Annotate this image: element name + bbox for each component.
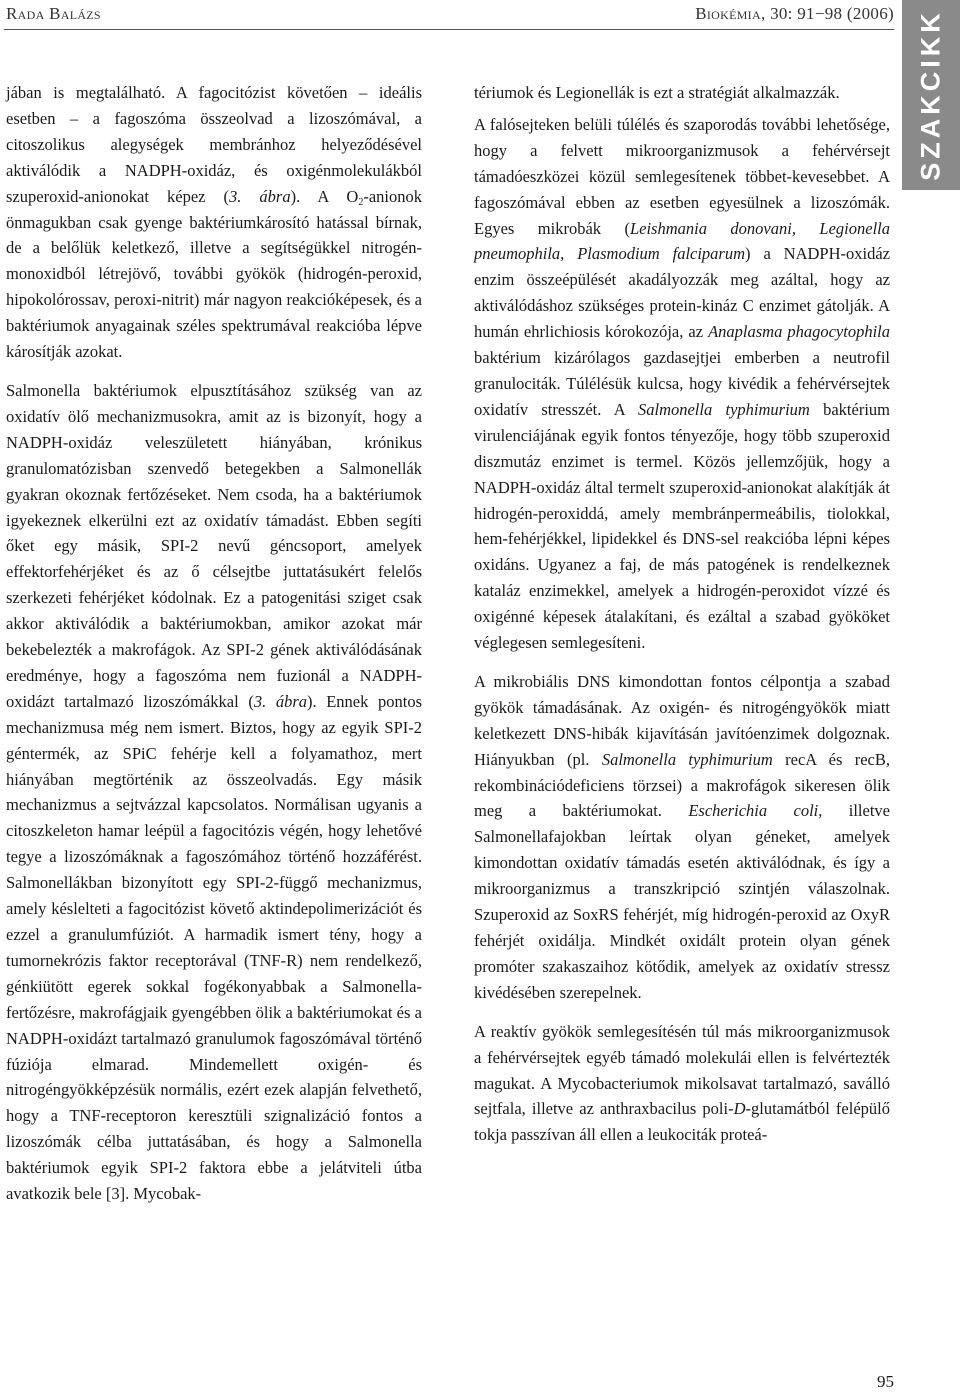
paragraph — [6, 80, 422, 365]
paragraph-text: illetve Salmonellafajokban leírtak olyan géneket, amelyek kimondottan oxidatív támadás esetén aktiválódnak, és így a mikroorganizmus a transzkripció szintjén válaszolnak. Szuperoxid az SoxRS fehérjét, míg hidrogén-peroxid az OxyR fehérjét oxidálja. Mindkét oxidált protein olyan gének promóter szakaszaihoz kötődik, amelyek az oxidatív stressz kivédésében szerepelnek. — [474, 801, 890, 1002]
paragraph-text: A falósejteken belüli túlélés és szaporodás további lehetősége, hogy a felvett mikroorganizmusok a fehérvérsejt támadóeszközei közül semlegesítenek többet-kevesebbet. A fagoszómával ebben az esetben egyesülnek a lizoszómák. Egyes mikrobák ( — [474, 114, 890, 238]
header-rule — [4, 29, 894, 30]
left-column — [6, 80, 422, 1207]
paragraph-text: A mikrobiális DNS kimondottan fontos célpontja a szabad gyökök támadásának. Az oxigén- és nitrogéngyökök miatt keletkezett DNS-hibák kijavításán javítóenzimek dolgoznak. Hiányukban (pl. — [474, 671, 890, 769]
paragraph-text: ). A O — [290, 186, 359, 206]
paragraph — [474, 80, 890, 106]
paragraph-text: tériumok és Legionellák is ezt a stratégiát alkalmazzák. — [474, 83, 840, 102]
species-name: Anaplasma phagocytophila — [708, 322, 890, 342]
species-name: Salmonella typhimurium — [637, 399, 810, 419]
stereo-prefix: D — [733, 1099, 746, 1119]
running-head-author: Rada Balázs — [6, 4, 101, 23]
species-names: Leishmania donovani, Legionella pneumophila, Plasmodium falciparum — [474, 218, 890, 264]
paragraph-text: recA és recB, rekombinációdeficiens törzsei) a makrofágok sikeresen ölik meg a baktériumokat. — [474, 749, 890, 821]
paragraph-text: -glutamátból felépülő tokja passzívan áll ellen a leukociták proteá- — [474, 1099, 890, 1145]
section-tab — [902, 0, 960, 190]
page-number: 95 — [877, 1372, 894, 1391]
subscript: 2 — [358, 196, 364, 208]
right-column — [474, 80, 890, 1148]
journal-volume: 30: 91−98 (2006) — [770, 4, 894, 23]
journal-name: Biokémia, — [695, 4, 766, 23]
paragraph-text: ). Ennek pontos mechanizmusa még nem ismert. Biztos, hogy az egyik SPI-2 géntermék, az SPiC fehérje kell a folyamathoz, mert hiányában megtörténik az összeolvadás. Egy másik mechanizmus a sejtvázzal kapcsolatos. Normálisan ugyanis a citoszkeleton hamar leépül a fagocitózis végén, hogy lehetővé tegye a lizoszómáknak a fagoszómához történő hozzáférést. Salmonellákban bizonyított egy SPI-2-függő mechanizmus, amely késlelteti a fagocitózist követő aktindepolimerizációt és ezzel a granulumfúziót. A harmadik ismert tény, hogy a tumornekrózis faktor receptorával (TNF-R) nem rendelkező, génkiütött egerek sokkal fogékonyabbak a Salmonella-fertőzésre, makrofágjaik gyengébben ölik a baktériumokat és a NADPH-oxidázt tartalmazó granulumok fagoszómával történő fúziója elmarad. Mindemellett oxigén- és nitrogéngyökképzésük normális, ezért ezek alapján felvethető, hogy a TNF-receptoron keresztüli szignalizáció fontos a lizoszómák célba juttatásában, és hogy a Salmonella baktériumok egyik SPI-2 faktora ebbe a jelátviteli útba avatkozik bele [3]. Mycobak- — [6, 691, 423, 1204]
paragraph-text: Salmonella baktériumok elpusztításához szükség van az oxidatív ölő mechanizmusokra, amit az is bizonyít, hogy a NADPH-oxidáz veleszületett hiányában, krónikus granulomatózisban szenvedő betegekben a Salmonellák gyakran okoznak fertőzéseket. Nem csoda, ha a baktériumok igyekeznek elkerülni ezt az oxidatív támadást. Ebben segíti őket egy másik, SPI-2 nevű géncsoport, amelyek effektorfehérjéket és az ő célsejtbe juttatásukért felelős szerkezeti fehérjéket kódolnak. Ez a patogenitási sziget csak akkor aktiválódik a baktériumokban, amikor azokat már bekebelezték a makrofágok. Az SPI-2 gének aktiválódásának eredménye, hogy a fagoszóma nem fuzionál a NADPH-oxidázt tartalmazó lizoszómákkal ( — [6, 380, 422, 711]
running-head-journal — [695, 4, 894, 24]
paragraph — [474, 669, 890, 1006]
paragraph — [6, 378, 422, 1207]
figure-reference: 3. ábra — [253, 691, 307, 711]
species-name: Salmonella typhimurium — [601, 749, 773, 769]
paragraph-text: baktérium kizárólagos gazdasejtjei emberben a neutrofil granulociták. Túlélésük kulcsa, hogy kivédik a fehérvérsejtek oxidatív stresszét. A — [474, 348, 890, 419]
paragraph — [474, 1019, 890, 1149]
paragraph-text: baktérium virulenciájának egyik fontos tényezője, hogy több szuperoxid diszmutáz enzimet is termel. Közös jellemzőjük, hogy a NADPH-oxidáz által termelt szuperoxid-anionokat alakítják át hidrogén-peroxiddá, amely membránpermeábilis, tiolokkal, hem-fehérjékkel, lipidekkel és DNS-sel reakcióba lépni képes oxidáns. Ugyanez a faj, de más patogének is rendelkeznek kataláz enzimekkel, amelyek a hidrogén-peroxidot vízzé és oxigénné képesek átalakítani, és ezáltal a szabad gyököket véglegesen semlegesíteni. — [474, 399, 890, 653]
figure-reference: 3. ábra — [229, 186, 291, 206]
species-name: Escherichia coli, — [688, 801, 823, 821]
paragraph-text: jában is megtalálható. A fagocitózist követően – ideális esetben – a fagoszóma összeolvad a lizoszómával, a citoszolikus alegységek membránhoz helyeződésével aktiválódik a NADPH-oxidáz, és oxigénmolekulákból szuperoxid-anionokat képez ( — [6, 83, 422, 206]
paragraph — [474, 112, 890, 656]
paragraph-text: ) a NADPH-oxidáz enzim összeépülését akadályozzák meg azáltal, hogy az aktiválódáshoz szükséges protein-kináz C enzimet gátolják. A humán ehrlichiosis kórokozója, az — [474, 244, 890, 342]
section-tab-label: SZAKCIKK — [915, 9, 946, 181]
paragraph-text: -anionok önmagukban csak gyenge baktériumkárosító hatással bírnak, de a belőlük keletkező, illetve a segítségükkel nitrogén-monoxidból létrejövő, további gyökök (hidrogén-peroxid, hipokolórossav, peroxi-nitrit) már nagyon reakcióképesek, és a baktériumok anyagainak széles spektrumával reakcióba lépve károsítják azokat. — [6, 186, 422, 362]
paragraph-text: A reaktív gyökök semlegesítésén túl más mikroorganizmusok a fehérvérsejtek egyéb támadó molekulái ellen is felvértezték magukat. A Mycobacteriumok mikolsavat tartalmazó, saválló sejtfala, illetve az anthraxbacilus poli- — [474, 1021, 890, 1119]
